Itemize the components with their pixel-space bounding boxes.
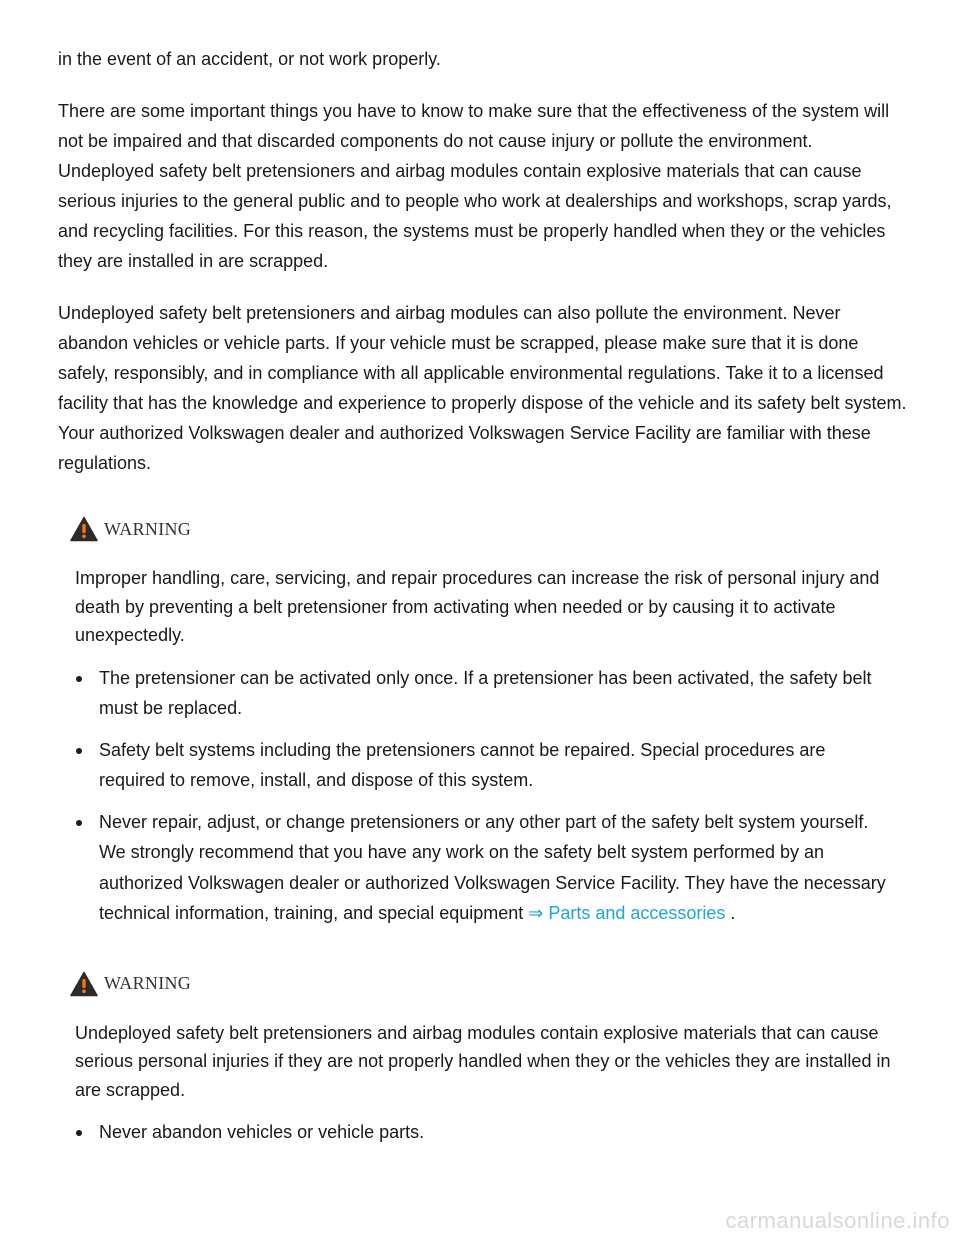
manual-page [58, 44, 908, 1148]
warning-body: Undeployed safety belt pretensioners and airbag modules contain explosive materials that can cause serious personal injuries if they are not properly handled when they or the vehicles they are installed in are scrapped. [75, 1022, 891, 1100]
warning-bullet-item: The pretensioner can be activated only once. If a pretensioner has been activated, the safety belt must be replaced. [75, 663, 892, 724]
watermark: carmanualsonline.info [725, 1208, 950, 1233]
warning-title: WARNING [104, 518, 192, 539]
warning-bullet-item: Safety belt systems including the pretensioners cannot be repaired. Special procedures are required to remove, install, and dispose of this system. [75, 735, 892, 796]
warning-header [70, 969, 892, 999]
warning-bullet-item [75, 807, 892, 929]
paragraph-environment: Undeployed safety belt pretensioners and airbag modules can also pollute the environment. Never abandon vehicles or vehicle parts. If your vehicle must be scrapped, please make sure that it is done safely, responsibly, and in compliance with all applicable environmental regulations. Take it to a licensed facility that has the knowledge and experience to properly dispose of the vehicle and its safety belt system. Your authorized Volkswagen dealer and authorized Volkswagen Service Facility are familiar with these regulations. [58, 303, 907, 473]
paragraph-effectiveness: There are some important things you have to know to make sure that the effectiveness of the system will not be impaired and that discarded components do not cause injury or pollute the environment. Undeployed safety belt pretensioners and airbag modules contain explosive materials that can cause serious injuries to the general public and to people who work at dealerships and workshops, scrap yards, and recycling facilities. For this reason, the systems must be properly handled when they or the vehicles they are installed in are scrapped. [58, 101, 892, 271]
warning-body: Improper handling, care, servicing, and repair procedures can increase the risk of personal injury and death by preventing a belt pretensioner from activating when needed or by causing it to activate unexpectedly. [75, 568, 880, 645]
parts-and-accessories-link[interactable]: ⇒ Parts and accessories [528, 903, 726, 923]
warning-title: WARNING [104, 973, 192, 993]
warning-bullet-list [75, 1117, 892, 1148]
bullet-text-end: . [725, 903, 736, 923]
paragraph-intro: in the event of an accident, or not work properly. [58, 49, 441, 69]
warning-bullet-list [75, 663, 892, 929]
warning-header [70, 514, 892, 544]
warning-bullet-item: Never abandon vehicles or vehicle parts. [75, 1117, 892, 1148]
warning-triangle-icon [70, 516, 98, 542]
bullet-text: Never repair, adjust, or change pretensioners or any other part of the safety belt system yourself. We strongly recommend that you have any work on the safety belt system performed by an authorized Volkswagen dealer or authorized Volkswagen Service Facility. They have the necessary technical information, training, and special equipment [99, 811, 886, 923]
warning-block-1 [70, 514, 892, 929]
warning-block-2 [70, 969, 892, 1148]
warning-triangle-icon [70, 971, 98, 997]
